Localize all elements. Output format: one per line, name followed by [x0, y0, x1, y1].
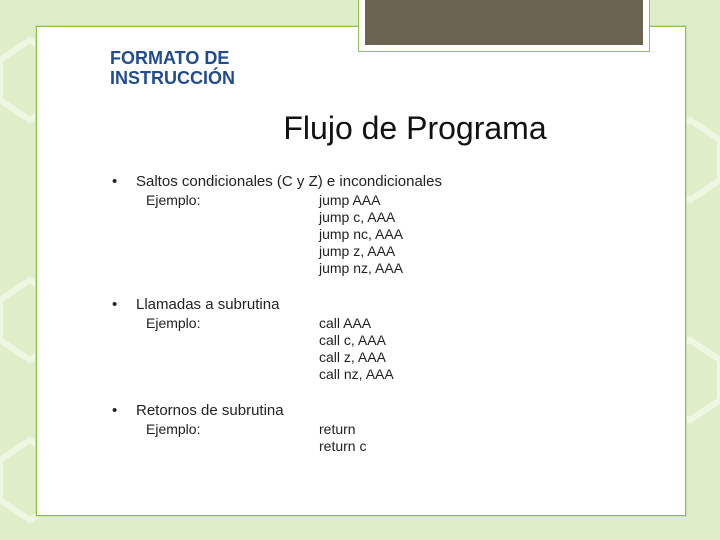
example-code: jump nc, AAA	[319, 226, 404, 242]
bullet-saltos	[112, 172, 582, 277]
example-label: Ejemplo:	[146, 192, 201, 208]
example-code: return	[319, 421, 356, 437]
slide-content	[112, 172, 582, 473]
example-code: call c, AAA	[319, 332, 386, 348]
example-code: jump c, AAA	[319, 209, 396, 225]
bullet-llamadas	[112, 295, 582, 383]
example-code: call z, AAA	[319, 349, 386, 365]
bullet-icon: •	[112, 173, 118, 190]
example-code: jump nz, AAA	[319, 260, 404, 276]
bullet-text: Saltos condicionales (C y Z) e incondicionales	[136, 173, 442, 190]
bullet-retornos	[112, 401, 582, 455]
example-code: return c	[319, 438, 367, 454]
example-label: Ejemplo:	[146, 421, 201, 437]
example-label: Ejemplo:	[146, 315, 201, 331]
title-tab	[358, 0, 650, 52]
slide-title: Flujo de Programa	[283, 110, 547, 146]
example-code: call nz, AAA	[319, 366, 394, 382]
section-title: FORMATO DE INSTRUCCIÓN	[110, 48, 235, 88]
bullet-icon: •	[112, 296, 118, 313]
bullet-icon: •	[112, 402, 118, 419]
example-code: call AAA	[319, 315, 372, 331]
title-tab-fill	[365, 0, 643, 45]
example-code: jump AAA	[319, 192, 381, 208]
bullet-text: Llamadas a subrutina	[136, 296, 280, 313]
example-code: jump z, AAA	[319, 243, 396, 259]
bullet-text: Retornos de subrutina	[136, 402, 284, 419]
